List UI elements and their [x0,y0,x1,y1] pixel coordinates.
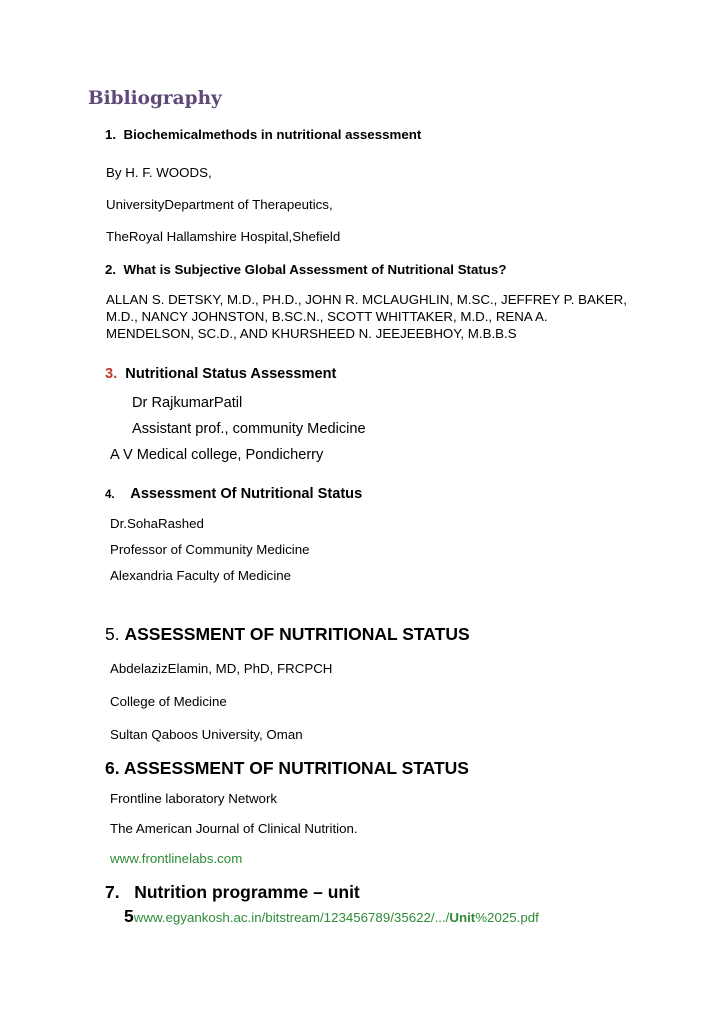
entry-1-author: By H. F. WOODS, [106,165,212,180]
entry-7-link-unit[interactable]: Unit [449,910,476,925]
entry-7-link-suffix[interactable]: %2025.pdf [475,910,539,925]
entry-7-heading [105,882,360,903]
entry-3-number: 3. [105,366,118,382]
entry-4-institution: Alexandria Faculty of Medicine [110,568,292,583]
entry-7-unit-number: 5 [124,906,134,926]
entry-7-number: 7. [105,882,120,902]
entry-2-number: 2. [105,262,117,277]
entry-6-title: ASSESSMENT OF NUTRITIONAL STATUS [123,758,469,778]
entry-2-authors-line-1: ALLAN S. DETSKY, M.D., PH.D., JOHN R. MCLAUGHLIN, M.SC., JEFFREY P. BAKER, [106,292,627,307]
entry-1-institution: TheRoyal Hallamshire Hospital,Shefield [106,229,341,244]
entry-5-university: Sultan Qaboos University, Oman [110,727,303,742]
entry-2-authors-line-3: MENDELSON, SC.D., AND KHURSHEED N. JEEJEEBHOY, M.B.B.S [106,326,517,341]
entry-3-heading [105,366,336,382]
entry-7-link-prefix[interactable]: www.egyankosh.ac.in/bitstream/123456789/35622/.../ [133,910,450,925]
entry-1-department: UniversityDepartment of Therapeutics, [106,197,333,212]
entry-4-heading [105,486,362,502]
entry-2-title: What is Subjective Global Assessment of Nutritional Status? [123,262,507,277]
entry-2-authors-line-2: M.D., NANCY JOHNSTON, B.SC.N., SCOTT WHITTAKER, M.D., RENA A. [106,309,548,324]
entry-6-heading [105,758,469,779]
entry-7-title: Nutrition programme – unit [134,882,360,902]
entry-5-number: 5. [105,624,120,644]
entry-4-title: Assessment Of Nutritional Status [130,486,363,502]
entry-6-organization: Frontline laboratory Network [110,791,278,806]
entry-6-number: 6. [105,758,120,778]
entry-1-title: Biochemicalmethods in nutritional assessment [123,127,422,142]
entry-1-number: 1. [105,127,117,142]
entry-5-college: College of Medicine [110,694,227,709]
entry-2-heading [105,262,506,277]
entry-4-author: Dr.SohaRashed [110,516,204,531]
entry-6-journal: The American Journal of Clinical Nutrition. [110,821,358,836]
entry-7-link-line[interactable] [124,906,539,927]
entry-5-author: AbdelazizElamin, MD, PhD, FRCPCH [110,661,333,676]
entry-4-position: Professor of Community Medicine [110,542,310,557]
entry-4-number: 4. [105,489,115,501]
entry-5-heading [105,624,470,645]
entry-3-author: Dr RajkumarPatil [132,395,243,411]
entry-6-link[interactable]: www.frontlinelabs.com [110,851,243,866]
entry-5-title: ASSESSMENT OF NUTRITIONAL STATUS [124,624,470,644]
entry-3-position: Assistant prof., community Medicine [132,421,366,437]
entry-3-title: Nutritional Status Assessment [125,366,337,382]
page-title: Bibliography [88,88,222,109]
entry-3-institution: A V Medical college, Pondicherry [110,447,324,463]
entry-1-heading [105,127,421,142]
